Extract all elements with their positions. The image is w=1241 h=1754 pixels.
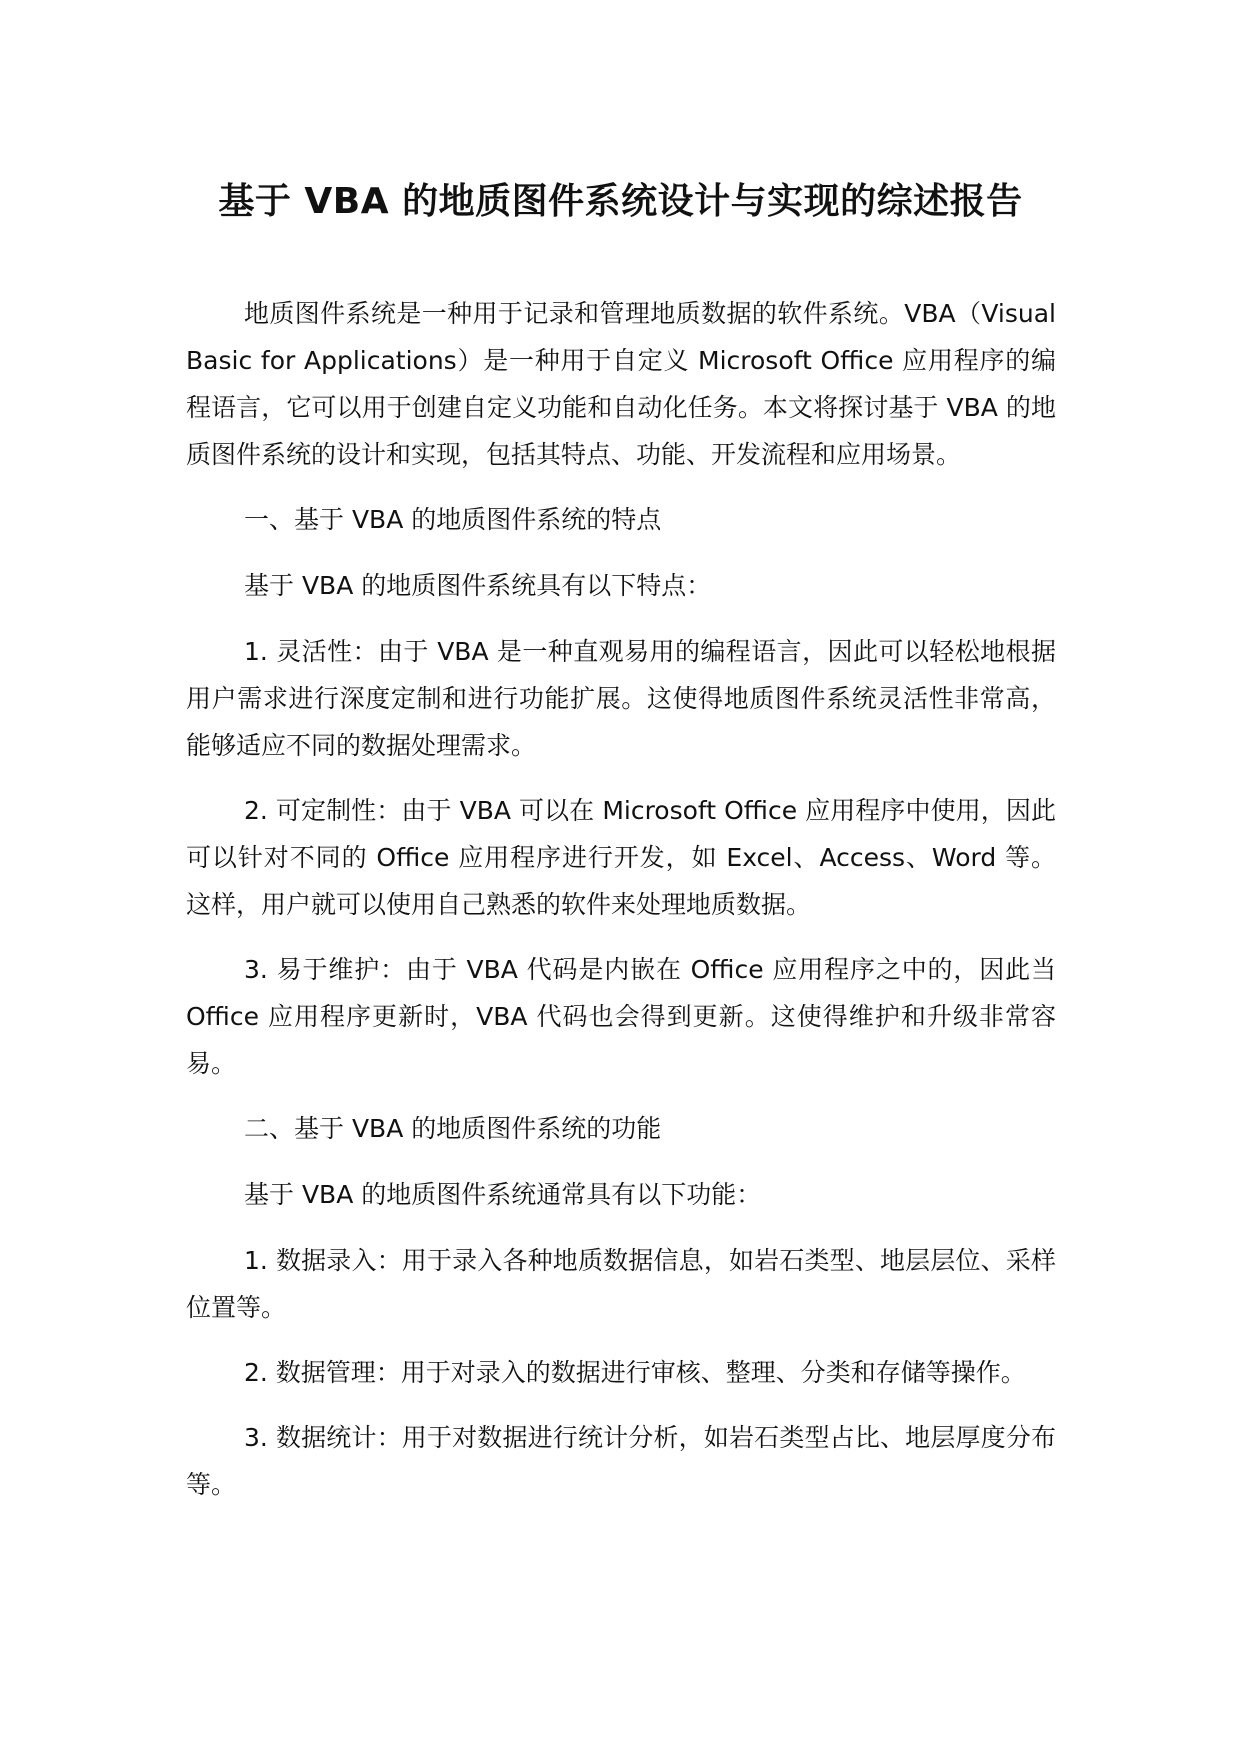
intro-paragraph: 地质图件系统是一种用于记录和管理地质数据的软件系统。VBA（Visual Basic for Applications）是一种用于自定义 Microsoft Office 应用程序的编程语言，它可以用于创建自定义功能和自动化任务。本文将探讨基于 VBA 的地质图件系统的设计和实现，包括其特点、功能、开发流程和应用场景。 bbox=[186, 299, 1056, 469]
section-heading-features: 一、基于 VBA 的地质图件系统的特点 bbox=[244, 505, 662, 534]
feature-item-maintainability: 3. 易于维护：由于 VBA 代码是内嵌在 Office 应用程序之中的，因此当 Office 应用程序更新时，VBA 代码也会得到更新。这使得维护和升级非常容易。 bbox=[186, 955, 1056, 1078]
function-item-data-statistics: 3. 数据统计：用于对数据进行统计分析，如岩石类型占比、地层厚度分布等。 bbox=[186, 1423, 1056, 1499]
function-item-data-entry: 1. 数据录入：用于录入各种地质数据信息，如岩石类型、地层层位、采样位置等。 bbox=[186, 1246, 1056, 1322]
document-body bbox=[186, 290, 1056, 1526]
functions-lead-paragraph: 基于 VBA 的地质图件系统通常具有以下功能： bbox=[244, 1180, 762, 1209]
section-heading-functions: 二、基于 VBA 的地质图件系统的功能 bbox=[244, 1114, 662, 1143]
function-item-data-management: 2. 数据管理：用于对录入的数据进行审核、整理、分类和存储等操作。 bbox=[244, 1358, 1026, 1387]
feature-item-flexibility: 1. 灵活性：由于 VBA 是一种直观易用的编程语言，因此可以轻松地根据用户需求进行深度定制和进行功能扩展。这使得地质图件系统灵活性非常高，能够适应不同的数据处理需求。 bbox=[186, 637, 1056, 760]
features-lead-paragraph: 基于 VBA 的地质图件系统具有以下特点： bbox=[244, 571, 712, 600]
document-title: 基于 VBA 的地质图件系统设计与实现的综述报告 bbox=[218, 181, 1023, 222]
feature-item-customizability: 2. 可定制性：由于 VBA 可以在 Microsoft Office 应用程序中使用，因此可以针对不同的 Office 应用程序进行开发，如 Excel、Access、Word 等。这样，用户就可以使用自己熟悉的软件来处理地质数据。 bbox=[186, 796, 1056, 919]
